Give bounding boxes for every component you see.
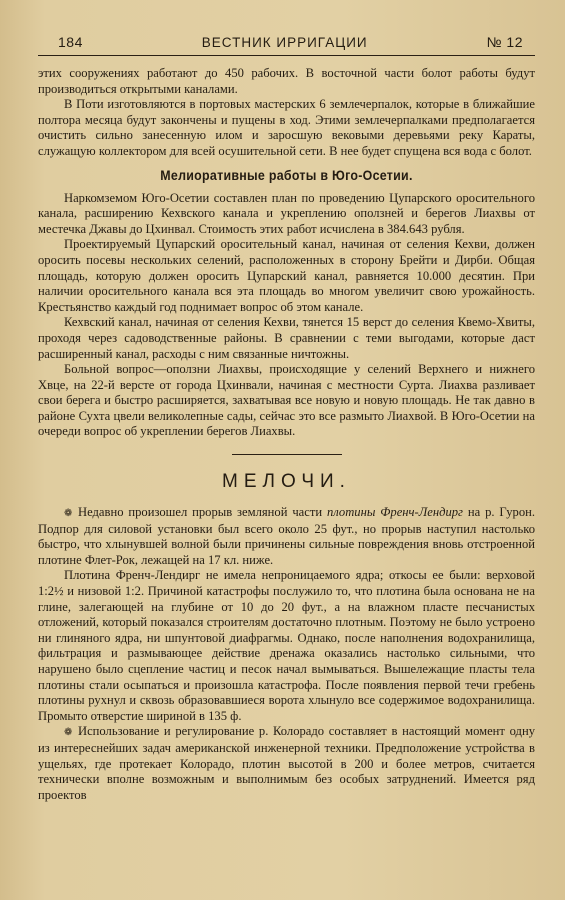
miscellany-item-2 xyxy=(38,724,535,803)
item1-lead-text: Недавно произошел прорыв земляной части xyxy=(78,505,327,520)
section-divider xyxy=(232,454,342,455)
item2-text: Использование и регулирование р. Колорадо составляет в настоящий момент одну из интереснейших задач американской инженерной техники. Предположение устройства в ущельях, где протекает Колорадо, плотин высотой в 200 и более метров, считается технически вполне возможным и выполнимым без особых затруднений. Имеется ряд проектов xyxy=(38,724,535,802)
running-header xyxy=(38,34,535,50)
page-number: 184 xyxy=(58,34,83,50)
section1-paragraph-1: Наркомземом Юго-Осетии составлен план по проведению Цупарского оросительного канала, расширению Кехвского канала и укреплению оползней и берегов Лиахвы от местечка Джавы до Цхинвал. Стоимость этих работ исчислена в 384.643 рубля. xyxy=(38,190,535,236)
section-title-miscellany: МЕЛОЧИ. xyxy=(222,471,351,493)
section1-paragraph-3: Кехвский канал, начиная от селения Кехви, тянется 15 верст до селения Квемо-Хвиты, проходя через садоводственные районы. В сравнении с теми выгодами, которые даст расширенный канал, расходы с ним связанные ничтожны. xyxy=(38,315,535,361)
section1-paragraph-4: Больной вопрос—оползни Лиахвы, происходящие у селений Верхнего и нижнего Хвце, на 22-й версте от города Цхинвали, начиная с местности Сурта. Лиахва разливает свои берега и быстро расширяется, захватывая все новую и новую площадь. Не так давно в районе Сухта цвели великолепные сады, сейчас это все размыто Лиахвой. В Юго-Осетии на очереди вопрос об укреплении берегов Лиахвы. xyxy=(38,362,535,439)
item1-dam-name: плотины Френч-Лендирг xyxy=(326,505,463,520)
bullet-ornament-icon: ❁ xyxy=(64,508,73,520)
miscellany-item-1 xyxy=(38,505,535,568)
miscellany-item-1-continued: Плотина Френч-Лендирг не имела непроницаемого ядра; откосы ее были: верховой 1:2½ и низовой 1:2. Причиной катастрофы послужило то, что плотина была основана не на глине, залегающей на глубине от 10 до 20 фут., а на влажном пласте песчанистых отложений, который показался строителям достаточно плотным. Поэтому не было устроено ни глиняного ядра, ни шпунтовой диафрагмы. Однако, после наполнения водохранилища, фильтрация и размывающее действие дренажа оказались настолько сильными, что нарушено было сцепление частиц и песок начал вымываться. Вышележащие пласты тела плотины стали осыпаться и произошла катастрофа. После появления первой течи гребень плотины рухнул и сквозь образовавшиеся ворота хлынуло все содержимое водохранилища. Промыто отверстие шириной в 135 ф. xyxy=(38,568,535,723)
section-title-south-ossetia: Мелиоративные работы в Юго-Осетии. xyxy=(160,167,413,183)
bullet-ornament-icon: ❁ xyxy=(64,727,73,739)
issue-number: № 12 xyxy=(486,34,523,50)
header-rule xyxy=(38,55,535,56)
section1-paragraph-2: Проектируемый Цупарский оросительный канал, начиная от селения Кехви, должен оросить посевы нескольких селений, расположенных в сторону Брейти и Дирби. Общая площадь, которую должен оросить Цупарский канал, равняется 10.000 десятин. При наличии оросительного канала вся эта площадь во многом увеличит свою урожайность. Крестьянство каждый год поднимает вопрос об этом канале. xyxy=(38,237,535,314)
intro-paragraph-1: этих сооружениях работают до 450 рабочих. В восточной части болот работы будут производиться открытыми каналами. xyxy=(38,66,535,96)
intro-paragraph-2: В Поти изготовляются в портовых мастерских 6 землечерпалок, которые в ближайшие полтора месяца будут закончены и пущены в ход. Этими землечерпалками предполагается очистить сильно занесенную илом и заросшую вековыми деревьями реку Караты, служащую коллектором для всей осушительной сети. В нее будет спущена вся вода с болот. xyxy=(38,97,535,158)
item1-rest-text: на р. Гурон. Подпор для силовой установки был всего около 25 фут., но прорыв наступил настолько быстро, что хлынувшей волной были причинены сильные повреждения вновь отстроенной плотине Флет-Рок, лежащей на 17 кл. ниже. xyxy=(38,505,536,567)
journal-title: ВЕСТНИК ИРРИГАЦИИ xyxy=(201,35,368,50)
